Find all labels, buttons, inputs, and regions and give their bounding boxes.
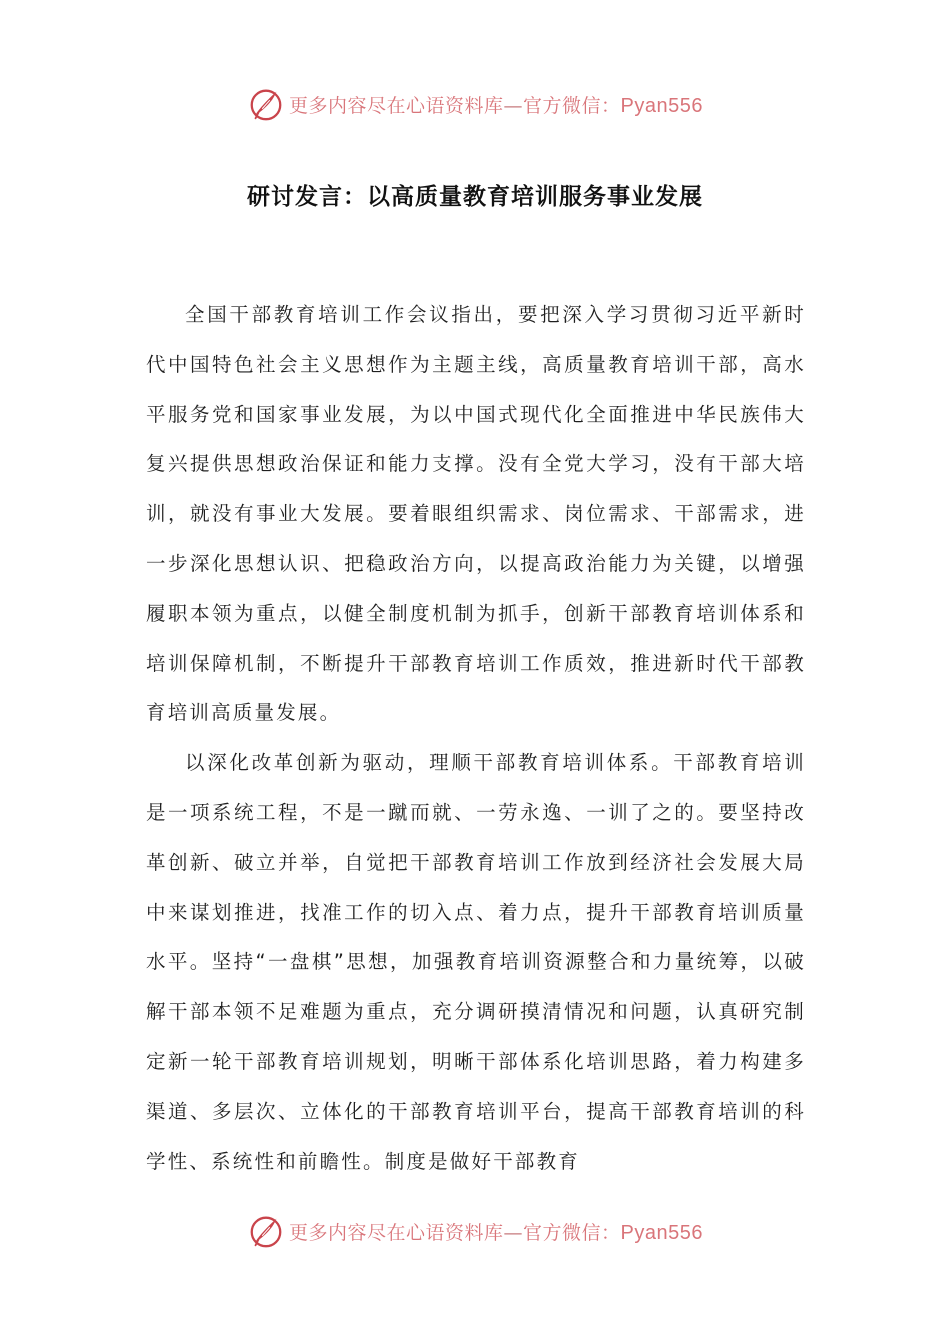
document-title: 研讨发言：以高质量教育培训服务事业发展 [247,184,703,210]
watermark-wechat-id: Pyan556 [620,94,703,117]
watermark-main-text: 更多内容尽在心语资料库 [289,94,504,117]
watermark-separator: — [503,94,524,117]
document-body [146,290,806,1186]
header-watermark [0,82,950,126]
paragraph-2: 以深化改革创新为驱动，理顺干部教育培训体系。干部教育培训是一项系统工程，不是一蹴而就、一劳永逸、一训了之的。要坚持改革创新、破立并举，自觉把干部教育培训工作放到经济社会发展大局中来谋划推进，找准工作的切入点、着力点，提升干部教育培训质量水平。坚持“一盘棋”思想，加强教育培训资源整合和力量统筹，以破解干部本领不足难题为重点，充分调研摸清情况和问题，认真研究制定新一轮干部教育培训规划，明晰干部体系化培训思路，着力构建多渠道、多层次、立体化的干部教育培训平台，提高干部教育培训的科学性、系统性和前瞻性。制度是做好干部教育 [146,751,806,1173]
quill-pen-circle-icon [247,1212,285,1250]
watermark-separator: — [503,1221,524,1244]
watermark-contact-label: 官方微信： [523,1221,621,1244]
watermark-main-text: 更多内容尽在心语资料库 [289,1221,504,1244]
quill-pen-circle-icon [247,85,285,123]
watermark-contact-label: 官方微信： [523,94,621,117]
paragraph-1: 全国干部教育培训工作会议指出，要把深入学习贯彻习近平新时代中国特色社会主义思想作为主题主线，高质量教育培训干部，高水平服务党和国家事业发展，为以中国式现代化全面推进中华民族伟大复兴提供思想政治保证和能力支撑。没有全党大学习，没有干部大培训，就没有事业大发展。要着眼组织需求、岗位需求、干部需求，进一步深化思想认识、把稳政治方向，以提高政治能力为关键，以增强履职本领为重点，以健全制度机制为抓手，创新干部教育培训体系和培训保障机制，不断提升干部教育培训工作质效，推进新时代干部教育培训高质量发展。 [146,303,806,725]
watermark-wechat-id: Pyan556 [620,1221,703,1244]
watermark-text [289,91,703,118]
footer-watermark [0,1209,950,1253]
watermark-text [289,1218,703,1245]
